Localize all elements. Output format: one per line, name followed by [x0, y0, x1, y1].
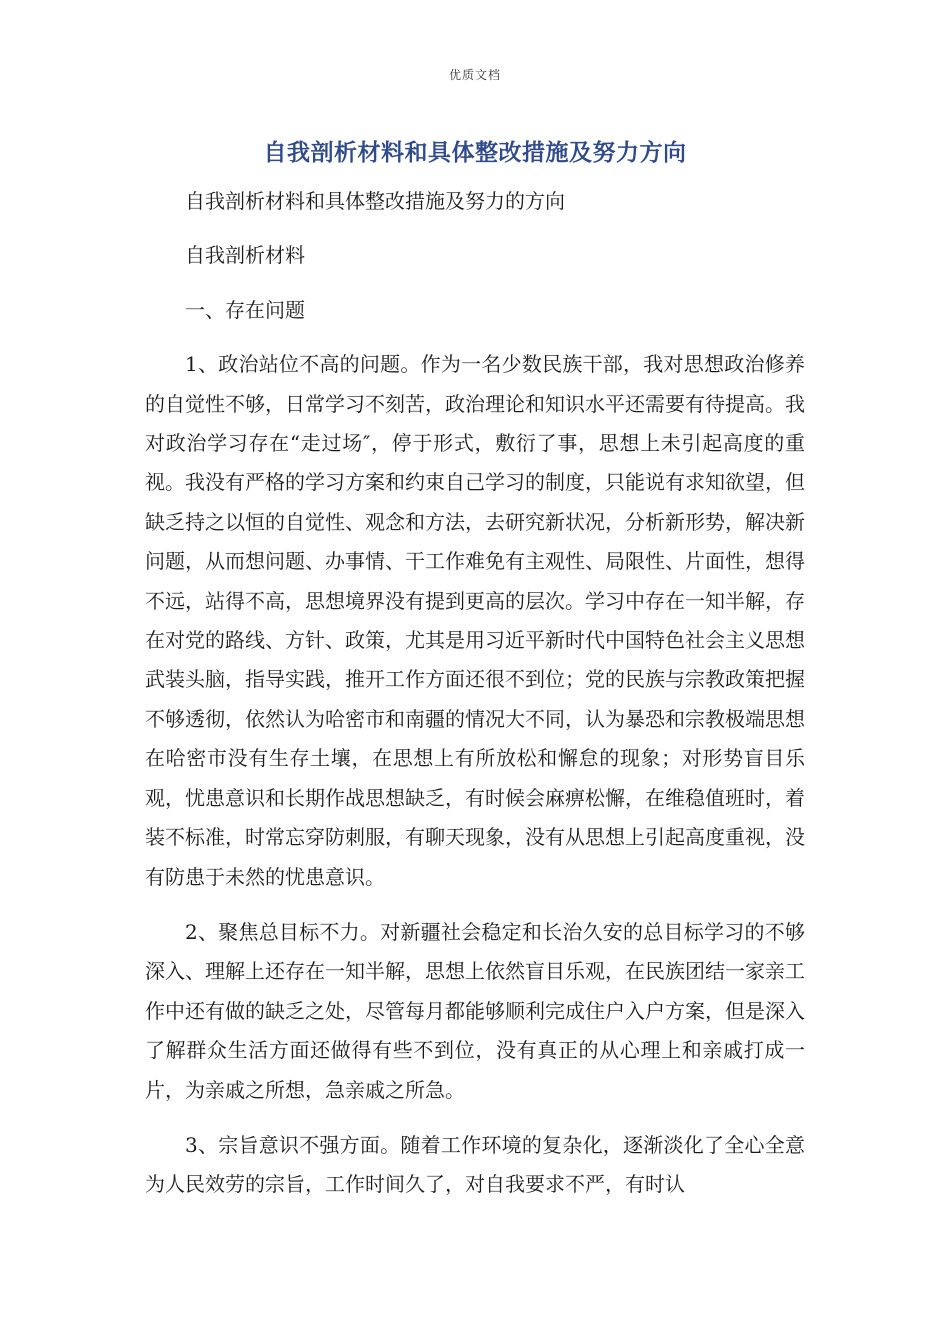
document-body: [145, 182, 805, 1221]
document-title: 自我剖析材料和具体整改措施及努力方向: [263, 140, 687, 166]
header-label: 优质文档: [448, 68, 501, 82]
paragraph-item-1: 1、政治站位不高的问题。作为一名少数民族干部，我对思想政治修养的自觉性不够，日常学习不刻苦，政治理论和知识水平还需要有待提高。我对政治学习存在“走过场″，停于形式，敷衍了事，思想上未引起高度的重视。我没有严格的学习方案和约束自己学习的制度，只能说有求知欲望，但缺乏持之以恒的自觉性、观念和方法，去研究新状况，分析新形势，解决新问题，从而想问题、办事情、干工作难免有主观性、局限性、片面性，想得不远，站得不高，思想境界没有提到更高的层次。学习中存在一知半解，存在对党的路线、方针、政策，尤其是用习近平新时代中国特色社会主义思想武装头脑，指导实践，推开工作方面还很不到位；党的民族与宗教政策把握不够透彻，依然认为哈密市和南疆的情况大不同，认为暴恐和宗教极端思想在哈密市没有生存土壤，在思想上有所放松和懈怠的现象；对形势盲目乐观，忧患意识和长期作战思想缺乏，有时候会麻痹松懈，在维稳值班时，着装不标准，时常忘穿防刺服，有聊天现象，没有从思想上引起高度重视，没有防患于未然的忧患意识。: [145, 352, 805, 889]
paragraph-subtitle: 自我剖析材料和具体整改措施及努力的方向: [185, 189, 565, 213]
paragraph-item-3: 3、宗旨意识不强方面。随着工作环境的复杂化，逐渐淡化了全心全意为人民效劳的宗旨，工作时间久了，对自我要求不严，有时认: [145, 1132, 805, 1197]
paragraph-problem-heading: 一、存在问题: [185, 297, 305, 322]
paragraph-item-2: 2、聚焦总目标不力。对新疆社会稳定和长治久安的总目标学习的不够深入、理解上还存在一知半解，思想上依然盲目乐观，在民族团结一家亲工作中还有做的缺乏之处，尽管每月都能够顺利完成住户入户方案，但是深入了解群众生活方面还做得有些不到位，没有真正的从心理上和亲戚打成一片，为亲戚之所想，急亲戚之所急。: [145, 919, 805, 1102]
paragraph-section-heading: 自我剖析材料: [185, 243, 305, 268]
